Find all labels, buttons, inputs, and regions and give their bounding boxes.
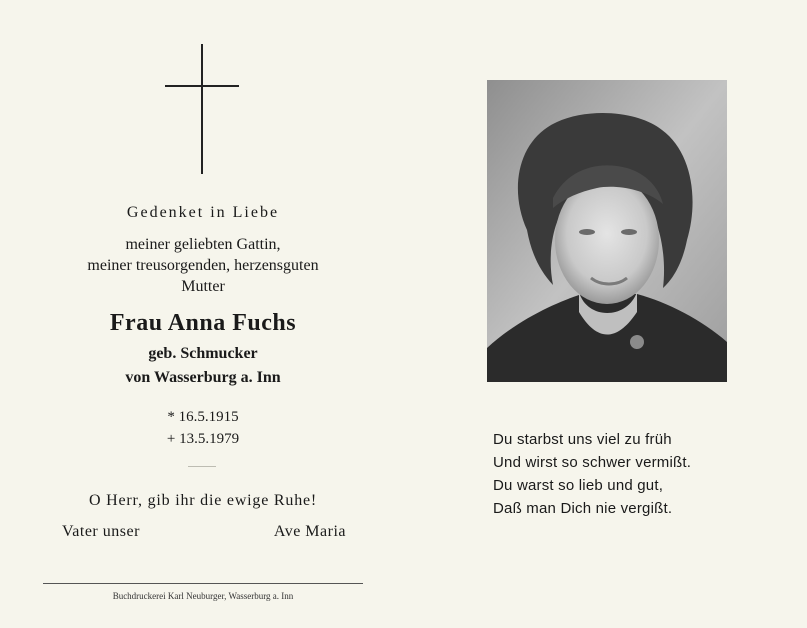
memorial-poem: [493, 428, 691, 520]
prayer-vater-unser: Vater unser: [62, 523, 140, 540]
dedication-line: meiner geliebten Gattin,: [125, 236, 281, 253]
poem-line: Daß man Dich nie vergißt.: [493, 500, 673, 517]
heading: Gedenket in Liebe: [126, 204, 280, 221]
origin: von Wasserburg a. Inn: [125, 369, 281, 386]
portrait-image: [487, 80, 727, 382]
prayer-row: [62, 523, 346, 541]
dedication-line: Mutter: [181, 278, 225, 295]
deceased-name: Frau Anna Fuchs: [109, 310, 297, 336]
dedication-line: meiner treusorgenden, herzensguten: [87, 257, 319, 274]
divider: [188, 466, 216, 467]
poem-line: Und wirst so schwer vermißt.: [493, 454, 692, 471]
cross-icon-bar: [165, 85, 239, 87]
dedication: [40, 234, 366, 297]
prayer-ave-maria: Ave Maria: [273, 523, 346, 540]
poem-line: Du warst so lieb und gut,: [493, 477, 664, 494]
footer-rule: [43, 583, 363, 584]
cross-icon: [201, 44, 203, 174]
maiden-name: geb. Schmucker: [148, 345, 258, 362]
poem-line: Du starbst uns viel zu früh: [493, 431, 672, 448]
printer-imprint: Buchdruckerei Karl Neuburger, Wasserburg a. Inn: [112, 591, 294, 601]
prayer-line: O Herr, gib ihr die ewige Ruhe!: [88, 492, 318, 509]
death-date: + 13.5.1979: [166, 431, 240, 447]
birth-date: * 16.5.1915: [167, 409, 239, 425]
portrait-photo: [487, 80, 727, 382]
life-dates: [40, 406, 366, 450]
